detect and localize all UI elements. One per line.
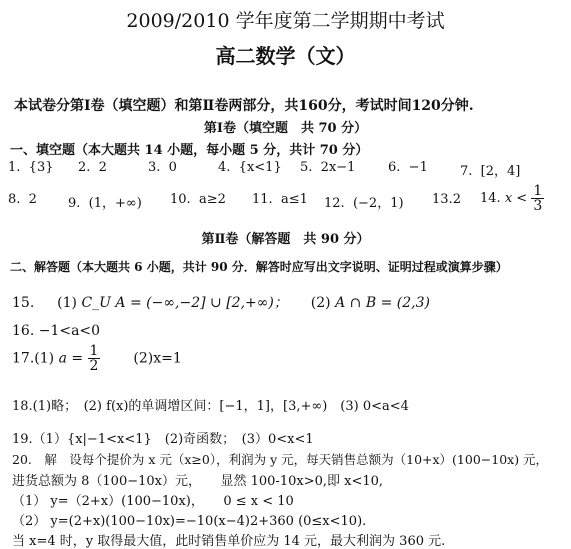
problem-17: 17.(1) a = $\frac{1}{2}$ (2)x=1 [12, 343, 182, 374]
answer-7: 7. [2，4] [460, 164, 521, 179]
problem-20-line-3: （1） y=（2+x）(100−10x)， 0 ≤ x < 10 [12, 494, 294, 509]
answer-13: 13.2 [432, 192, 461, 207]
answer-4: 4. {x<1} [218, 160, 282, 175]
exam-subtitle: 高二数学（文） [215, 44, 356, 68]
problem-20-line-2: 进货总额为 8（100−10x）元， 显然 100-10x>0,即 x<10, [12, 474, 384, 489]
section1-title: 第Ⅰ卷（填空题 共 70 分） [203, 121, 368, 136]
answer-10: 10. a≥2 [170, 192, 226, 207]
problem-16: 16. −1<a<0 [12, 323, 101, 339]
section2-heading: 二、解答题（本大题共 6 小题，共计 90 分．解答时应写出文字说明、证明过程或演算步骤） [10, 260, 508, 274]
section1-heading: 一、填空题（本大题共 14 小题，每小题 5 分，共计 70 分） [10, 143, 369, 158]
answer-12: 12. (−2，1) [324, 196, 404, 211]
answer-2: 2. 2 [78, 160, 107, 175]
answer-1: 1. {3} [8, 160, 54, 175]
problem-18: 18.(1)略； (2) f(x)的单调增区间：[−1，1]，[3,+∞) (3) 0<a<4 [12, 399, 409, 414]
answer-14: 14. x < $\frac{1}{3}$ [480, 183, 543, 214]
problem-19: 19.（1）{x|−1<x<1} (2)奇函数； (3）0<x<1 [12, 432, 314, 447]
answer-8: 8. 2 [8, 192, 37, 207]
answer-5: 5. 2x−1 [300, 160, 356, 175]
section2-title: 第Ⅱ卷（解答题 共 90 分） [201, 232, 370, 247]
problem-20-line-5: 当 x=4 时，y 取得最大值，此时销售单价应为 14 元，最大利润为 360 元. [12, 534, 446, 549]
answer-3: 3. 0 [148, 160, 177, 175]
exam-title: 2009/2010 学年度第二学期期中考试 [126, 10, 445, 32]
fraction-one-third: $\frac{1}{3}$ [533, 183, 543, 214]
answer-6: 6. −1 [388, 160, 428, 175]
answer-9: 9. (1，+∞) [68, 196, 142, 211]
answer-row-1 [0, 160, 571, 178]
answer-11: 11. a≤1 [252, 192, 308, 207]
problem-20-line-1: 20. 解 设每个提价为 x 元（x≥0），利润为 y 元，每天销售总额为（10+x）(100−10x) 元， [12, 452, 549, 467]
problem-20-line-4: （2） y=(2+x)(100−10x)=−10(x−4)2+360 (0≤x<10). [12, 514, 367, 529]
problem-15: 15. (1) C_U A = (−∞,−2] ∪ [2,+∞)； (2) A ∩ B = (2,3) [12, 295, 430, 311]
exam-intro: 本试卷分第Ⅰ卷（填空题）和第Ⅱ卷两部分，共160分，考试时间120分钟. [14, 98, 474, 114]
answer-row-2 [0, 183, 571, 214]
fraction-one-half: $\frac{1}{2}$ [89, 343, 99, 374]
